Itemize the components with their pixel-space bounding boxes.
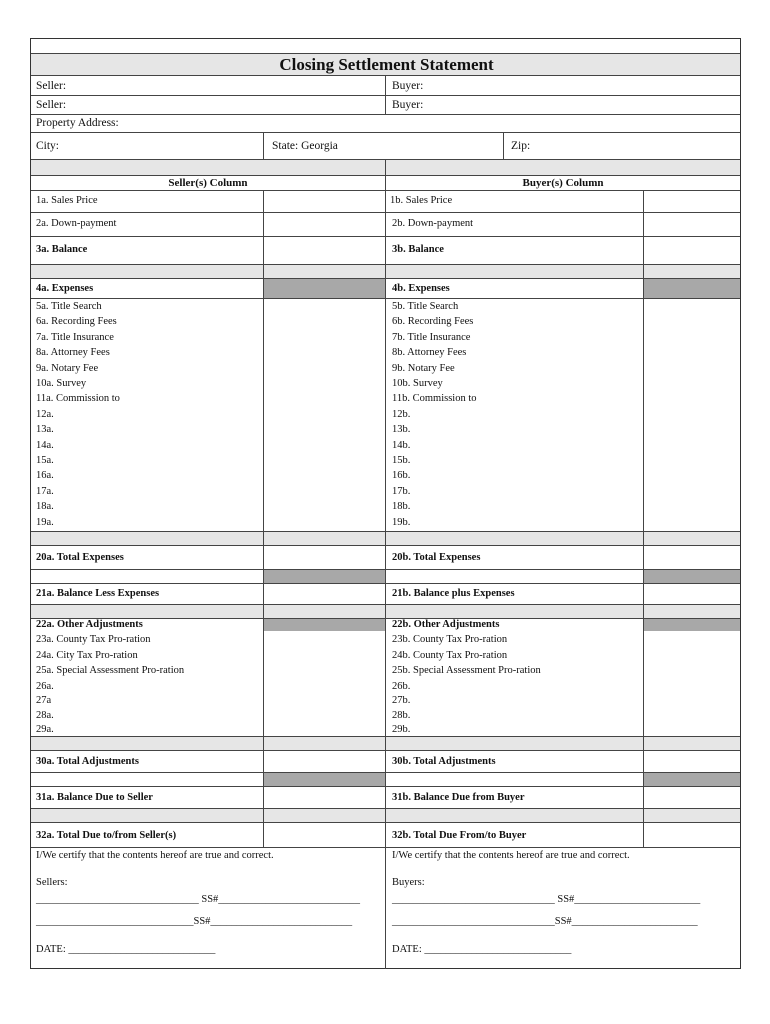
buyer-2-field[interactable]	[441, 97, 740, 114]
city-field[interactable]	[71, 137, 263, 157]
state-label: State: Georgia	[272, 140, 338, 152]
buyer-signature-line-1[interactable]: _______________________________ SS#________________________	[392, 894, 701, 905]
list-item: 29b.	[392, 724, 411, 735]
seller-other-adjustments-label: 22a. Other Adjustments	[36, 619, 143, 630]
seller-column-header: Seller(s) Column	[168, 177, 248, 189]
list-item: 7a. Title Insurance	[36, 331, 114, 343]
list-item: 16a.	[36, 470, 54, 482]
page-title: Closing Settlement Statement	[279, 55, 494, 74]
subtotal-buyer-dark	[643, 569, 740, 583]
zip-label: Zip:	[511, 140, 531, 152]
adjustment-subtotal-seller-dark	[263, 772, 385, 786]
list-item: 8b. Attorney Fees	[392, 347, 467, 359]
list-item: 28b.	[392, 709, 411, 721]
buyer-balance-due-label: 31b. Balance Due from Buyer	[392, 792, 525, 803]
list-item: 17b.	[392, 485, 411, 497]
buyer-1-label: Buyer:	[392, 80, 424, 92]
settlement-form	[30, 38, 741, 969]
list-item: 8a. Attorney Fees	[36, 347, 110, 359]
seller-date-line[interactable]: DATE: ____________________________	[36, 944, 216, 955]
expenses-seller-amount-cell	[263, 278, 385, 298]
seller-sales-price-label: 1a. Sales Price	[36, 195, 98, 206]
list-item: 12a.	[36, 408, 54, 420]
list-item: 5a. Title Search	[36, 301, 102, 312]
list-item: 27a	[36, 695, 52, 706]
list-item: 18b.	[392, 501, 411, 513]
list-item: 24a. City Tax Pro-ration	[36, 649, 138, 661]
expenses-buyer-amount-cell	[643, 278, 740, 298]
seller-balance-label: 3a. Balance	[36, 244, 88, 255]
list-item: 29a.	[36, 724, 54, 735]
buyer-sales-price-label: 1b. Sales Price	[390, 195, 453, 206]
seller-balance-less-expenses-label: 21a. Balance Less Expenses	[36, 588, 160, 599]
list-item: 15b.	[392, 455, 411, 466]
property-address-field[interactable]	[141, 116, 740, 133]
seller-balance-due-label: 31a. Balance Due to Seller	[36, 792, 153, 803]
buyer-certification-text: I/We certify that the contents hereof are true and correct.	[392, 850, 630, 861]
list-item: 13b.	[392, 424, 411, 436]
seller-2-label: Seller:	[36, 99, 67, 111]
seller-1-label: Seller:	[36, 80, 67, 92]
subtotal-seller-dark	[263, 569, 385, 583]
list-item: 24b. County Tax Pro-ration	[392, 649, 508, 661]
list-item: 9a. Notary Fee	[36, 362, 99, 374]
list-item: 26b.	[392, 680, 411, 692]
list-item: 17a.	[36, 485, 54, 497]
buyer-signature-line-2[interactable]: _______________________________SS#________________________	[392, 916, 698, 927]
list-item: 10b. Survey	[392, 378, 443, 389]
rule	[643, 190, 644, 847]
seller-total-adjustments-label: 30a. Total Adjustments	[36, 756, 139, 767]
list-item: 16b.	[392, 470, 411, 482]
adjustment-subtotal-buyer-dark	[643, 772, 740, 786]
list-item: 13a.	[36, 424, 54, 436]
list-item: 9b. Notary Fee	[392, 362, 455, 374]
buyer-expenses-label: 4b. Expenses	[392, 283, 450, 294]
list-item: 19a.	[36, 516, 54, 528]
property-address-label: Property Address:	[36, 117, 119, 129]
seller-total-due-label: 32a. Total Due to/from Seller(s)	[36, 830, 177, 841]
list-item: 6b. Recording Fees	[392, 316, 474, 328]
list-item: 14a.	[36, 439, 54, 451]
list-item: 25b. Special Assessment Pro-ration	[392, 665, 541, 676]
buyer-balance-label: 3b. Balance	[392, 244, 444, 255]
buyer-date-line[interactable]: DATE: ____________________________	[392, 944, 572, 955]
buyer-balance-plus-expenses-label: 21b. Balance plus Expenses	[392, 588, 515, 599]
seller-signature-line-1[interactable]: _______________________________ SS#___________________________	[36, 894, 361, 905]
seller-certification-text: I/We certify that the contents hereof are true and correct.	[36, 850, 274, 861]
list-item: 5b. Title Search	[392, 301, 459, 312]
list-item: 6a. Recording Fees	[36, 316, 117, 328]
rule	[385, 159, 386, 969]
buyer-2-label: Buyer:	[392, 99, 424, 111]
buyer-total-expenses-label: 20b. Total Expenses	[392, 552, 481, 563]
seller-expenses-label: 4a. Expenses	[36, 283, 94, 294]
list-item: 28a.	[36, 709, 54, 721]
buyers-label: Buyers:	[392, 877, 425, 888]
list-item: 27b.	[392, 695, 411, 706]
list-item: 11a. Commission to	[36, 393, 120, 405]
rule	[385, 76, 386, 115]
seller-down-payment-label: 2a. Down-payment	[36, 218, 117, 229]
buyer-total-due-label: 32b. Total Due From/to Buyer	[392, 830, 527, 841]
rule	[31, 53, 740, 54]
city-label: City:	[36, 140, 60, 152]
zip-field[interactable]	[536, 137, 740, 157]
list-item: 7b. Title Insurance	[392, 331, 471, 343]
list-item: 19b.	[392, 516, 411, 528]
list-item: 23a. County Tax Pro-ration	[36, 634, 151, 645]
list-item: 11b. Commission to	[392, 393, 477, 405]
buyer-1-field[interactable]	[441, 78, 740, 95]
list-item: 26a.	[36, 680, 54, 692]
list-item: 18a.	[36, 501, 54, 513]
seller-2-field[interactable]	[91, 97, 385, 114]
buyer-column-header: Buyer(s) Column	[522, 177, 604, 189]
adjustments-seller-amount-cell	[263, 618, 385, 631]
buyer-total-adjustments-label: 30b. Total Adjustments	[392, 756, 496, 767]
rule	[263, 190, 264, 847]
list-item: 12b.	[392, 408, 411, 420]
list-item: 14b.	[392, 439, 411, 451]
rule	[263, 133, 264, 160]
list-item: 25a. Special Assessment Pro-ration	[36, 665, 185, 676]
rule	[503, 133, 504, 160]
list-item: 15a.	[36, 455, 54, 466]
adjustments-buyer-amount-cell	[643, 618, 740, 631]
buyer-down-payment-label: 2b. Down-payment	[392, 218, 474, 229]
seller-1-field[interactable]	[91, 78, 385, 95]
list-item: 23b. County Tax Pro-ration	[392, 634, 508, 645]
buyer-other-adjustments-label: 22b. Other Adjustments	[392, 619, 500, 630]
seller-signature-line-2[interactable]: ______________________________SS#___________________________	[36, 916, 353, 927]
seller-total-expenses-label: 20a. Total Expenses	[36, 552, 124, 563]
sellers-label: Sellers:	[36, 877, 68, 888]
list-item: 10a. Survey	[36, 378, 87, 389]
